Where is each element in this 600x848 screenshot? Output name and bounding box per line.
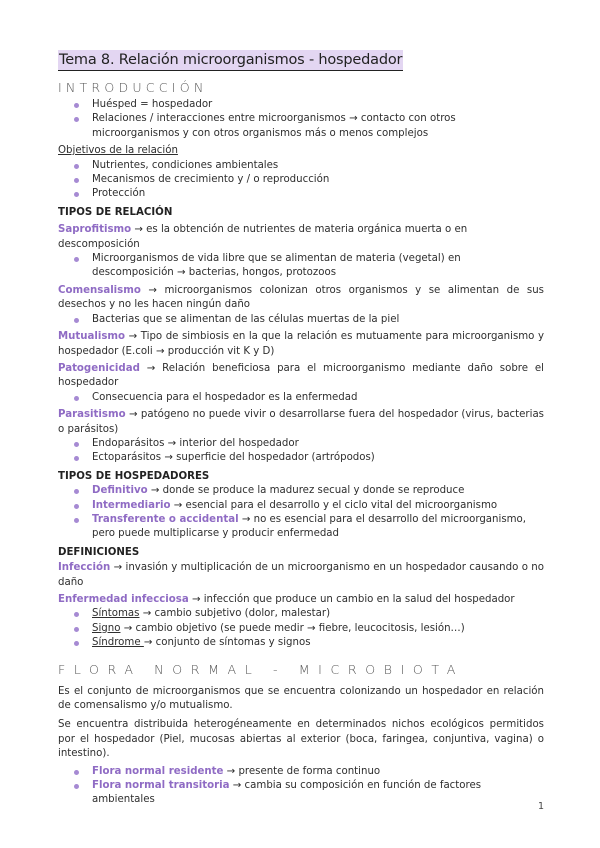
list-item bbox=[74, 636, 544, 650]
definition-text: → esencial para el desarrollo y el ciclo vital del microorganismo bbox=[170, 499, 498, 511]
parasitismo-list bbox=[58, 437, 544, 466]
definition-text: → donde se produce la madurez secual y donde se reproduce bbox=[147, 485, 465, 497]
saprofitismo-paragraph bbox=[58, 223, 544, 252]
list-item: Huésped = hospedador bbox=[74, 98, 544, 112]
saprofitismo-list bbox=[58, 252, 544, 281]
list-item: Bacterias que se alimentan de las células muertas de la piel bbox=[74, 313, 544, 327]
list-item: Ectoparásitos → superficie del hospedador (artrópodos) bbox=[74, 451, 544, 465]
intro-list bbox=[58, 98, 544, 141]
objectives-label: Objetivos de la relación bbox=[58, 145, 178, 157]
term: Parasitismo bbox=[58, 409, 126, 421]
definition-text: → es la obtención de nutrientes de materia orgánica muerta o en descomposición bbox=[58, 224, 468, 250]
list-item: Protección bbox=[74, 187, 544, 201]
list-item bbox=[74, 765, 544, 779]
list-item: Nutrientes, condiciones ambientales bbox=[74, 159, 544, 173]
list-item: Microorganismos de vida libre que se alimentan de materia (vegetal) en descomposición → bacterias, hongos, protozoos bbox=[74, 252, 544, 281]
flora-list bbox=[58, 765, 544, 808]
page-number: 1 bbox=[538, 801, 545, 812]
patogenicidad-paragraph bbox=[58, 362, 544, 391]
term: Mutualismo bbox=[58, 331, 126, 343]
term: Patogenicidad bbox=[58, 362, 140, 374]
intro-heading: INTRODUCCIÓN bbox=[58, 80, 208, 95]
infeccion-paragraph bbox=[58, 561, 544, 590]
objectives-list bbox=[58, 159, 544, 202]
definition-text: → microorganismos colonizan otros organismos y se alimentan de sus desechos y no les hacen ningún daño bbox=[58, 284, 544, 311]
relation-types-heading: TIPOS DE RELACIÓN bbox=[58, 206, 173, 218]
list-item bbox=[74, 622, 544, 636]
definition-text: → presente de forma continuo bbox=[223, 765, 381, 777]
definition-text: → cambio objetivo (se puede medir → fiebre, leucocitosis, lesión…) bbox=[120, 622, 465, 634]
term: Síndrome bbox=[92, 637, 144, 649]
list-item bbox=[74, 513, 544, 542]
list-item: Relaciones / interacciones entre microorganismos → contacto con otros microorganismos y con otros organismos más o menos complejos bbox=[74, 112, 544, 141]
host-types-list bbox=[58, 484, 544, 542]
term: Flora normal residente bbox=[92, 765, 224, 777]
document-page bbox=[58, 50, 544, 808]
list-item bbox=[74, 499, 544, 513]
term: Transferente o accidental bbox=[92, 513, 239, 525]
comensalismo-paragraph bbox=[58, 284, 544, 313]
patogenicidad-list bbox=[58, 391, 544, 405]
definition-text: → patógeno no puede vivir o desarrollarse fuera del hospedador (virus, bacterias o parásitos) bbox=[58, 409, 544, 435]
term: Comensalismo bbox=[58, 284, 141, 296]
list-item bbox=[74, 779, 544, 808]
term: Definitivo bbox=[92, 485, 148, 497]
definition-text: → no es esencial para el desarrollo del microorganismo, pero puede multiplicarse y producir enfermedad bbox=[92, 513, 527, 540]
term: Enfermedad infecciosa bbox=[58, 594, 189, 605]
term: Infección bbox=[58, 562, 111, 574]
definitions-list bbox=[58, 607, 544, 650]
flora-paragraph-2: Se encuentra distribuida heterogéneamente en determinados nichos ecológicos permitidos por el hospedador (Piel, mucosas abiertas al exterior (boca, faringea, conjuntiva, vagina) o intestino). bbox=[58, 719, 544, 760]
term: Síntomas bbox=[92, 608, 140, 620]
definition-text: → Relación beneficiosa para el microorganismo mediante daño sobre el hospedador bbox=[58, 362, 544, 389]
flora-heading: FLORA NORMAL - MICROBIOTA bbox=[58, 661, 464, 677]
definition-text: → Tipo de simbiosis en la que la relación es mutuamente para microorganismo y hospedador (E.coli → producción vit K y D) bbox=[58, 331, 544, 357]
page-title: Tema 8. Relación microorganismos - hospedador bbox=[58, 50, 403, 71]
mutualismo-paragraph bbox=[58, 330, 544, 359]
definition-text: → cambio subjetivo (dolor, malestar) bbox=[139, 608, 331, 620]
definition-text: → invasión y multiplicación de un microorganismo en un hospedador causando o no daño bbox=[58, 562, 544, 588]
host-types-heading: TIPOS DE HOSPEDADORES bbox=[58, 470, 210, 482]
definitions-heading: DEFINICIONES bbox=[58, 546, 140, 558]
list-item: Mecanismos de crecimiento y / o reproducción bbox=[74, 173, 544, 187]
flora-paragraph-1: Es el conjunto de microorganismos que se encuentra colonizando un hospedador en relación de comensalismo y/o mutualismo. bbox=[58, 685, 544, 712]
term: Flora normal transitoria bbox=[92, 780, 230, 792]
term: Intermediario bbox=[92, 499, 171, 511]
definition-text: → cambia su composición en función de factores ambientales bbox=[92, 780, 482, 806]
definition-text: → infección que produce un cambio en la salud del hospedador bbox=[188, 594, 515, 605]
parasitismo-paragraph bbox=[58, 408, 544, 437]
comensalismo-list bbox=[58, 313, 544, 327]
list-item: Endoparásitos → interior del hospedador bbox=[74, 437, 544, 451]
list-item bbox=[74, 607, 544, 621]
enfermedad-paragraph bbox=[58, 593, 544, 607]
term: Signo bbox=[92, 622, 121, 634]
list-item bbox=[74, 484, 544, 498]
definition-text: → conjunto de síntomas y signos bbox=[143, 637, 311, 649]
list-item: Consecuencia para el hospedador es la enfermedad bbox=[74, 391, 544, 405]
term: Saprofitismo bbox=[58, 224, 132, 236]
